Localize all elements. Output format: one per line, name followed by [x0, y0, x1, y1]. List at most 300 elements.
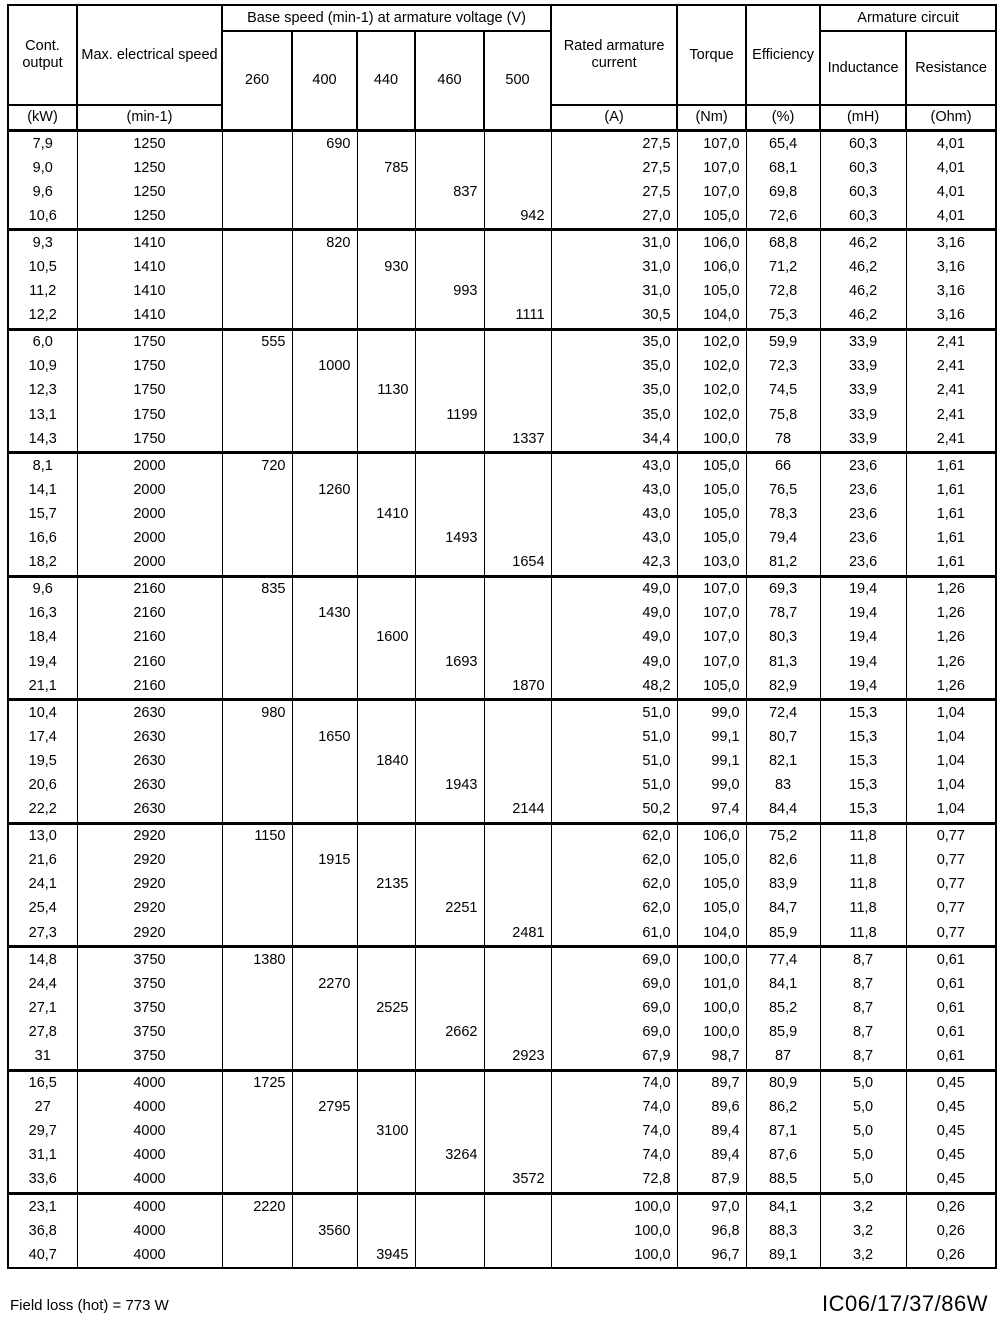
resistance-cell: 0,77	[906, 849, 996, 873]
speed-400v-cell: 1430	[292, 602, 357, 626]
efficiency-cell: 84,1	[746, 972, 820, 996]
table-row	[8, 1219, 996, 1243]
speed-260v-cell	[222, 379, 292, 403]
resistance-cell: 2,41	[906, 355, 996, 379]
speed-460v-cell: 1493	[415, 527, 484, 551]
inductance-cell: 11,8	[820, 921, 906, 947]
speed-500v-cell	[484, 576, 551, 602]
resistance-cell: 1,61	[906, 502, 996, 526]
torque-cell: 102,0	[677, 355, 746, 379]
speed-440v-cell: 2525	[357, 996, 415, 1020]
speed-260v-cell	[222, 502, 292, 526]
table-row	[8, 996, 996, 1020]
resistance-cell: 1,61	[906, 551, 996, 577]
efficiency-cell: 80,3	[746, 626, 820, 650]
rated-current-cell: 69,0	[551, 972, 677, 996]
resistance-cell: 0,77	[906, 921, 996, 947]
inductance-cell: 11,8	[820, 849, 906, 873]
inductance-cell: 19,4	[820, 674, 906, 700]
torque-cell: 97,4	[677, 798, 746, 824]
max-speed-cell: 2000	[77, 527, 222, 551]
torque-cell: 100,0	[677, 1020, 746, 1044]
table-row	[8, 403, 996, 427]
inductance-cell: 19,4	[820, 576, 906, 602]
speed-400v-cell	[292, 379, 357, 403]
speed-460v-cell	[415, 204, 484, 230]
cont-output-cell: 25,4	[8, 897, 77, 921]
max-speed-cell: 2160	[77, 602, 222, 626]
torque-cell: 99,1	[677, 725, 746, 749]
speed-460v-cell	[415, 551, 484, 577]
speed-400v-cell	[292, 255, 357, 279]
speed-440v-cell	[357, 921, 415, 947]
table-row	[8, 502, 996, 526]
max-speed-cell: 2160	[77, 674, 222, 700]
table-row	[8, 576, 996, 602]
table-row	[8, 700, 996, 726]
inductance-cell: 5,0	[820, 1120, 906, 1144]
speed-440v-cell	[357, 1070, 415, 1096]
speed-500v-cell	[484, 602, 551, 626]
speed-440v-cell	[357, 403, 415, 427]
speed-460v-cell	[415, 1096, 484, 1120]
table-row	[8, 725, 996, 749]
efficiency-cell: 65,4	[746, 131, 820, 157]
inductance-cell: 5,0	[820, 1070, 906, 1096]
resistance-cell: 1,04	[906, 700, 996, 726]
speed-260v-cell	[222, 427, 292, 453]
inductance-cell: 15,3	[820, 725, 906, 749]
speed-500v-cell: 1870	[484, 674, 551, 700]
inductance-cell: 15,3	[820, 773, 906, 797]
max-speed-cell: 1250	[77, 156, 222, 180]
efficiency-cell: 79,4	[746, 527, 820, 551]
rated-current-cell: 69,0	[551, 996, 677, 1020]
speed-500v-cell	[484, 725, 551, 749]
speed-260v-cell	[222, 1044, 292, 1070]
speed-500v-cell	[484, 156, 551, 180]
rated-current-cell: 43,0	[551, 478, 677, 502]
inductance-cell: 8,7	[820, 996, 906, 1020]
speed-440v-cell	[357, 972, 415, 996]
cont-output-cell: 19,5	[8, 749, 77, 773]
torque-cell: 107,0	[677, 650, 746, 674]
table-row	[8, 897, 996, 921]
speed-460v-cell	[415, 602, 484, 626]
max-speed-cell: 1410	[77, 230, 222, 256]
speed-500v-cell: 1654	[484, 551, 551, 577]
speed-400v-cell: 2795	[292, 1096, 357, 1120]
cont-output-cell: 21,6	[8, 849, 77, 873]
max-speed-cell: 3750	[77, 1044, 222, 1070]
inductance-cell: 60,3	[820, 131, 906, 157]
torque-cell: 96,7	[677, 1243, 746, 1268]
cont-output-cell: 10,6	[8, 204, 77, 230]
speed-260v-cell	[222, 230, 292, 256]
cont-output-cell: 31	[8, 1044, 77, 1070]
speed-440v-cell	[357, 551, 415, 577]
efficiency-cell: 78	[746, 427, 820, 453]
resistance-cell: 0,45	[906, 1120, 996, 1144]
speed-460v-cell: 1199	[415, 403, 484, 427]
table-row	[8, 304, 996, 330]
torque-cell: 89,7	[677, 1070, 746, 1096]
efficiency-cell: 80,9	[746, 1070, 820, 1096]
speed-400v-cell	[292, 873, 357, 897]
rated-current-cell: 49,0	[551, 650, 677, 674]
table-row	[8, 749, 996, 773]
rated-current-cell: 100,0	[551, 1243, 677, 1268]
speed-460v-cell	[415, 478, 484, 502]
speed-400v-cell	[292, 403, 357, 427]
speed-500v-cell	[484, 700, 551, 726]
speed-440v-cell: 3100	[357, 1120, 415, 1144]
speed-460v-cell	[415, 996, 484, 1020]
inductance-cell: 3,2	[820, 1243, 906, 1268]
resistance-cell: 1,61	[906, 453, 996, 479]
inductance-cell: 23,6	[820, 527, 906, 551]
max-speed-header: Max. electrical speed	[77, 5, 222, 105]
max-speed-cell: 2000	[77, 453, 222, 479]
resistance-cell: 1,26	[906, 626, 996, 650]
armature-circuit-header: Armature circuit	[820, 5, 996, 31]
efficiency-cell: 87,6	[746, 1144, 820, 1168]
voltage-460-header: 460	[415, 31, 484, 131]
speed-260v-cell	[222, 1020, 292, 1044]
speed-460v-cell	[415, 453, 484, 479]
speed-440v-cell	[357, 725, 415, 749]
rated-current-cell: 51,0	[551, 749, 677, 773]
efficiency-cell: 75,2	[746, 823, 820, 849]
resistance-cell: 4,01	[906, 204, 996, 230]
speed-460v-cell: 1693	[415, 650, 484, 674]
torque-cell: 102,0	[677, 329, 746, 355]
cont-output-cell: 15,7	[8, 502, 77, 526]
torque-cell: 98,7	[677, 1044, 746, 1070]
speed-500v-cell	[484, 650, 551, 674]
cont-output-cell: 19,4	[8, 650, 77, 674]
speed-500v-cell: 2923	[484, 1044, 551, 1070]
speed-440v-cell	[357, 280, 415, 304]
speed-460v-cell	[415, 304, 484, 330]
inductance-cell: 15,3	[820, 798, 906, 824]
speed-400v-cell	[292, 1168, 357, 1194]
efficiency-cell: 84,7	[746, 897, 820, 921]
inductance-cell: 23,6	[820, 502, 906, 526]
speed-440v-cell	[357, 773, 415, 797]
speed-460v-cell	[415, 823, 484, 849]
max-speed-cell: 2630	[77, 700, 222, 726]
resistance-cell: 0,45	[906, 1070, 996, 1096]
speed-260v-cell	[222, 921, 292, 947]
max-speed-cell: 2000	[77, 551, 222, 577]
cont-output-cell: 27,8	[8, 1020, 77, 1044]
efficiency-cell: 84,1	[746, 1194, 820, 1220]
speed-460v-cell	[415, 972, 484, 996]
speed-500v-cell: 3572	[484, 1168, 551, 1194]
efficiency-cell: 74,5	[746, 379, 820, 403]
speed-500v-cell	[484, 1219, 551, 1243]
speed-400v-cell	[292, 180, 357, 204]
rated-current-cell: 51,0	[551, 700, 677, 726]
efficiency-cell: 78,7	[746, 602, 820, 626]
speed-440v-cell: 1410	[357, 502, 415, 526]
rated-current-cell: 62,0	[551, 897, 677, 921]
max-speed-cell: 3750	[77, 1020, 222, 1044]
speed-460v-cell	[415, 1044, 484, 1070]
speed-260v-cell	[222, 725, 292, 749]
table-row	[8, 602, 996, 626]
speed-460v-cell: 2662	[415, 1020, 484, 1044]
efficiency-cell: 68,1	[746, 156, 820, 180]
speed-460v-cell: 993	[415, 280, 484, 304]
speed-460v-cell	[415, 329, 484, 355]
speed-460v-cell	[415, 700, 484, 726]
document-code: IC06/17/37/86W	[822, 1291, 988, 1316]
speed-500v-cell	[484, 379, 551, 403]
resistance-cell: 4,01	[906, 131, 996, 157]
speed-260v-cell	[222, 749, 292, 773]
speed-400v-cell	[292, 576, 357, 602]
max-speed-cell: 1750	[77, 403, 222, 427]
speed-260v-cell	[222, 204, 292, 230]
table-row	[8, 280, 996, 304]
speed-260v-cell	[222, 1120, 292, 1144]
efficiency-unit: (%)	[746, 105, 820, 131]
max-speed-cell: 2630	[77, 725, 222, 749]
torque-cell: 105,0	[677, 478, 746, 502]
torque-cell: 107,0	[677, 576, 746, 602]
table-row	[8, 873, 996, 897]
resistance-cell: 1,04	[906, 725, 996, 749]
rated-current-cell: 74,0	[551, 1120, 677, 1144]
speed-460v-cell	[415, 849, 484, 873]
speed-500v-cell	[484, 749, 551, 773]
speed-500v-cell	[484, 453, 551, 479]
efficiency-cell: 72,4	[746, 700, 820, 726]
speed-440v-cell	[357, 355, 415, 379]
cont-output-cell: 13,0	[8, 823, 77, 849]
speed-400v-cell	[292, 1020, 357, 1044]
torque-cell: 105,0	[677, 674, 746, 700]
max-speed-cell: 2630	[77, 773, 222, 797]
speed-260v-cell	[222, 674, 292, 700]
resistance-cell: 0,77	[906, 823, 996, 849]
inductance-cell: 3,2	[820, 1194, 906, 1220]
cont-output-cell: 27	[8, 1096, 77, 1120]
motor-data-table	[7, 4, 997, 1269]
torque-cell: 103,0	[677, 551, 746, 577]
cont-output-cell: 16,6	[8, 527, 77, 551]
inductance-cell: 46,2	[820, 255, 906, 279]
speed-400v-cell	[292, 798, 357, 824]
torque-cell: 107,0	[677, 626, 746, 650]
speed-500v-cell	[484, 947, 551, 973]
resistance-cell: 2,41	[906, 329, 996, 355]
table-row	[8, 329, 996, 355]
speed-500v-cell: 1337	[484, 427, 551, 453]
rated-current-cell: 50,2	[551, 798, 677, 824]
resistance-cell: 3,16	[906, 255, 996, 279]
efficiency-cell: 81,2	[746, 551, 820, 577]
speed-500v-cell	[484, 773, 551, 797]
torque-cell: 102,0	[677, 379, 746, 403]
inductance-cell: 33,9	[820, 379, 906, 403]
torque-cell: 105,0	[677, 453, 746, 479]
efficiency-cell: 87	[746, 1044, 820, 1070]
efficiency-cell: 77,4	[746, 947, 820, 973]
speed-440v-cell	[357, 576, 415, 602]
resistance-cell: 4,01	[906, 156, 996, 180]
rated-current-cell: 62,0	[551, 823, 677, 849]
speed-440v-cell	[357, 700, 415, 726]
speed-400v-cell	[292, 650, 357, 674]
table-row	[8, 551, 996, 577]
speed-460v-cell	[415, 947, 484, 973]
speed-400v-cell: 2270	[292, 972, 357, 996]
max-speed-cell: 2920	[77, 823, 222, 849]
rated-current-cell: 100,0	[551, 1194, 677, 1220]
inductance-cell: 23,6	[820, 551, 906, 577]
inductance-cell: 19,4	[820, 650, 906, 674]
max-speed-cell: 2160	[77, 650, 222, 674]
voltage-260-header: 260	[222, 31, 292, 131]
speed-440v-cell	[357, 230, 415, 256]
speed-460v-cell	[415, 725, 484, 749]
speed-400v-cell	[292, 1144, 357, 1168]
output-unit: (kW)	[8, 105, 77, 131]
rated-current-cell: 27,5	[551, 131, 677, 157]
cont-output-cell: 40,7	[8, 1243, 77, 1268]
speed-460v-cell	[415, 873, 484, 897]
resistance-cell: 1,04	[906, 773, 996, 797]
rated-current-header: Rated armature current	[551, 5, 677, 105]
speed-440v-cell: 785	[357, 156, 415, 180]
speed-440v-cell: 1840	[357, 749, 415, 773]
cont-output-cell: 7,9	[8, 131, 77, 157]
torque-cell: 89,4	[677, 1144, 746, 1168]
speed-400v-cell	[292, 773, 357, 797]
speed-400v-cell	[292, 1120, 357, 1144]
max-speed-cell: 2920	[77, 921, 222, 947]
speed-500v-cell	[484, 329, 551, 355]
inductance-cell: 46,2	[820, 304, 906, 330]
max-speed-cell: 1410	[77, 280, 222, 304]
cont-output-cell: 12,2	[8, 304, 77, 330]
table-row	[8, 1144, 996, 1168]
speed-460v-cell	[415, 131, 484, 157]
speed-460v-cell	[415, 1243, 484, 1268]
max-speed-cell: 2160	[77, 576, 222, 602]
resistance-cell: 0,61	[906, 947, 996, 973]
torque-cell: 107,0	[677, 602, 746, 626]
speed-440v-cell: 2135	[357, 873, 415, 897]
resistance-cell: 3,16	[906, 280, 996, 304]
inductance-cell: 33,9	[820, 427, 906, 453]
speed-500v-cell	[484, 527, 551, 551]
speed-400v-cell	[292, 947, 357, 973]
speed-500v-cell	[484, 1120, 551, 1144]
torque-cell: 101,0	[677, 972, 746, 996]
table-row	[8, 921, 996, 947]
inductance-cell: 5,0	[820, 1144, 906, 1168]
max-speed-cell: 1750	[77, 329, 222, 355]
rated-current-cell: 27,5	[551, 180, 677, 204]
inductance-cell: 23,6	[820, 453, 906, 479]
speed-500v-cell	[484, 1096, 551, 1120]
table-row	[8, 180, 996, 204]
torque-cell: 105,0	[677, 873, 746, 897]
inductance-cell: 8,7	[820, 972, 906, 996]
cont-output-cell: 9,3	[8, 230, 77, 256]
table-row	[8, 650, 996, 674]
efficiency-cell: 81,3	[746, 650, 820, 674]
inductance-cell: 8,7	[820, 947, 906, 973]
speed-260v-cell: 720	[222, 453, 292, 479]
cont-output-cell: 12,3	[8, 379, 77, 403]
resistance-cell: 0,61	[906, 972, 996, 996]
torque-cell: 105,0	[677, 502, 746, 526]
torque-cell: 105,0	[677, 527, 746, 551]
speed-500v-cell	[484, 355, 551, 379]
table-row	[8, 849, 996, 873]
cont-output-cell: 17,4	[8, 725, 77, 749]
inductance-unit: (mH)	[820, 105, 906, 131]
efficiency-cell: 66	[746, 453, 820, 479]
table-row	[8, 1120, 996, 1144]
speed-400v-cell	[292, 1044, 357, 1070]
inductance-cell: 23,6	[820, 478, 906, 502]
speed-260v-cell	[222, 280, 292, 304]
torque-cell: 105,0	[677, 204, 746, 230]
resistance-cell: 1,04	[906, 798, 996, 824]
torque-cell: 99,0	[677, 773, 746, 797]
max-speed-cell: 1250	[77, 131, 222, 157]
speed-460v-cell	[415, 1194, 484, 1220]
resistance-cell: 4,01	[906, 180, 996, 204]
cont-output-cell: 13,1	[8, 403, 77, 427]
rated-current-cell: 35,0	[551, 379, 677, 403]
speed-460v-cell	[415, 674, 484, 700]
rated-current-cell: 67,9	[551, 1044, 677, 1070]
resistance-cell: 0,26	[906, 1194, 996, 1220]
resistance-cell: 1,26	[906, 576, 996, 602]
resistance-cell: 1,26	[906, 650, 996, 674]
efficiency-cell: 82,6	[746, 849, 820, 873]
speed-460v-cell	[415, 379, 484, 403]
cont-output-cell: 24,4	[8, 972, 77, 996]
rated-current-cell: 51,0	[551, 773, 677, 797]
base-speed-group-header: Base speed (min-1) at armature voltage (V)	[222, 5, 551, 31]
torque-cell: 100,0	[677, 947, 746, 973]
speed-440v-cell	[357, 947, 415, 973]
torque-cell: 99,1	[677, 749, 746, 773]
rated-current-cell: 51,0	[551, 725, 677, 749]
speed-260v-cell	[222, 478, 292, 502]
speed-500v-cell	[484, 626, 551, 650]
resistance-cell: 2,41	[906, 379, 996, 403]
speed-460v-cell: 3264	[415, 1144, 484, 1168]
speed-260v-cell	[222, 798, 292, 824]
speed-unit: (min-1)	[77, 105, 222, 131]
rated-current-cell: 74,0	[551, 1070, 677, 1096]
speed-260v-cell	[222, 527, 292, 551]
table-row	[8, 527, 996, 551]
speed-400v-cell	[292, 626, 357, 650]
speed-460v-cell	[415, 230, 484, 256]
inductance-cell: 46,2	[820, 280, 906, 304]
max-speed-cell: 1410	[77, 255, 222, 279]
